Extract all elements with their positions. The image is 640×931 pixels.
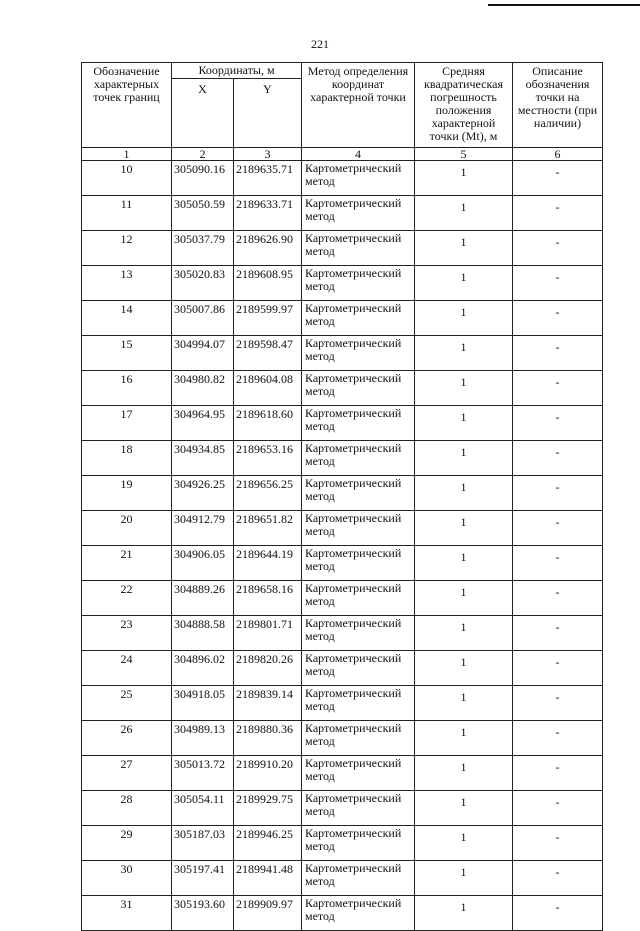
description-cell: - [513,651,603,686]
header-description: Описание обозначения точки на местности (при наличии) [513,63,603,148]
y-coordinate-cell: 2189910.20 [234,756,302,791]
method-cell: Картометрический метод [302,616,415,651]
column-number: 2 [172,148,234,161]
table-body [82,161,603,931]
column-number: 5 [415,148,513,161]
point-id-cell: 10 [82,161,172,196]
description-cell: - [513,546,603,581]
y-coordinate-cell: 2189656.25 [234,476,302,511]
error-cell: 1 [415,756,513,791]
error-cell: 1 [415,161,513,196]
x-coordinate-cell: 305007.86 [172,301,234,336]
x-coordinate-cell: 304912.79 [172,511,234,546]
description-cell: - [513,161,603,196]
error-cell: 1 [415,441,513,476]
point-id-cell: 26 [82,721,172,756]
description-cell: - [513,196,603,231]
column-number: 3 [234,148,302,161]
method-cell: Картометрический метод [302,231,415,266]
error-cell: 1 [415,651,513,686]
table-row [82,266,603,301]
error-cell: 1 [415,616,513,651]
method-cell: Картометрический метод [302,301,415,336]
error-cell: 1 [415,511,513,546]
method-cell: Картометрический метод [302,756,415,791]
method-cell: Картометрический метод [302,476,415,511]
x-coordinate-cell: 304888.58 [172,616,234,651]
table-row [82,826,603,861]
x-coordinate-cell: 305054.11 [172,791,234,826]
y-coordinate-cell: 2189839.14 [234,686,302,721]
error-cell: 1 [415,336,513,371]
x-coordinate-cell: 304964.95 [172,406,234,441]
point-id-cell: 11 [82,196,172,231]
method-cell: Картометрический метод [302,406,415,441]
description-cell: - [513,371,603,406]
error-cell: 1 [415,196,513,231]
description-cell: - [513,826,603,861]
description-cell: - [513,301,603,336]
x-coordinate-cell: 304889.26 [172,581,234,616]
table-row [82,476,603,511]
x-coordinate-cell: 305050.59 [172,196,234,231]
x-coordinate-cell: 305037.79 [172,231,234,266]
method-cell: Картометрический метод [302,441,415,476]
x-coordinate-cell: 304926.25 [172,476,234,511]
error-cell: 1 [415,721,513,756]
description-cell: - [513,756,603,791]
description-cell: - [513,861,603,896]
column-number: 6 [513,148,603,161]
method-cell: Картометрический метод [302,371,415,406]
point-id-cell: 12 [82,231,172,266]
description-cell: - [513,476,603,511]
y-coordinate-cell: 2189909.97 [234,896,302,931]
method-cell: Картометрический метод [302,581,415,616]
method-cell: Картометрический метод [302,826,415,861]
x-coordinate-cell: 305193.60 [172,896,234,931]
point-id-cell: 27 [82,756,172,791]
description-cell: - [513,721,603,756]
x-coordinate-cell: 305013.72 [172,756,234,791]
top-edge-mark [488,4,640,6]
table-row [82,616,603,651]
method-cell: Картометрический метод [302,896,415,931]
description-cell: - [513,266,603,301]
x-coordinate-cell: 305020.83 [172,266,234,301]
x-coordinate-cell: 304994.07 [172,336,234,371]
header-x: X [172,79,234,148]
table-row [82,511,603,546]
point-id-cell: 14 [82,301,172,336]
error-cell: 1 [415,686,513,721]
error-cell: 1 [415,266,513,301]
table-row [82,546,603,581]
table-row [82,231,603,266]
y-coordinate-cell: 2189598.47 [234,336,302,371]
table-row [82,721,603,756]
column-numbers-row [82,148,603,161]
y-coordinate-cell: 2189653.16 [234,441,302,476]
method-cell: Картометрический метод [302,861,415,896]
point-id-cell: 31 [82,896,172,931]
table-row [82,196,603,231]
x-coordinate-cell: 304918.05 [172,686,234,721]
point-id-cell: 13 [82,266,172,301]
description-cell: - [513,686,603,721]
method-cell: Картометрический метод [302,651,415,686]
x-coordinate-cell: 304980.82 [172,371,234,406]
method-cell: Картометрический метод [302,686,415,721]
error-cell: 1 [415,231,513,266]
point-id-cell: 30 [82,861,172,896]
method-cell: Картометрический метод [302,511,415,546]
table-row [82,581,603,616]
method-cell: Картометрический метод [302,196,415,231]
method-cell: Картометрический метод [302,791,415,826]
description-cell: - [513,511,603,546]
page-number: 221 [311,37,329,51]
y-coordinate-cell: 2189651.82 [234,511,302,546]
y-coordinate-cell: 2189929.75 [234,791,302,826]
column-number: 4 [302,148,415,161]
description-cell: - [513,231,603,266]
point-id-cell: 21 [82,546,172,581]
y-coordinate-cell: 2189658.16 [234,581,302,616]
y-coordinate-cell: 2189635.71 [234,161,302,196]
column-number: 1 [82,148,172,161]
description-cell: - [513,791,603,826]
table-row [82,161,603,196]
header-coordinates: Координаты, м [172,63,302,79]
table-row [82,441,603,476]
x-coordinate-cell: 304906.05 [172,546,234,581]
x-coordinate-cell: 305090.16 [172,161,234,196]
error-cell: 1 [415,581,513,616]
point-id-cell: 29 [82,826,172,861]
description-cell: - [513,441,603,476]
description-cell: - [513,406,603,441]
header-method: Метод определения координат характерной точки [302,63,415,148]
table-row [82,336,603,371]
description-cell: - [513,336,603,371]
table-row [82,756,603,791]
error-cell: 1 [415,301,513,336]
x-coordinate-cell: 304896.02 [172,651,234,686]
point-id-cell: 25 [82,686,172,721]
point-id-cell: 23 [82,616,172,651]
error-cell: 1 [415,791,513,826]
point-id-cell: 15 [82,336,172,371]
point-id-cell: 18 [82,441,172,476]
header-error: Средняя квадратическая погрешность положения характерной точки (Mt), м [415,63,513,148]
table-row [82,861,603,896]
method-cell: Картометрический метод [302,336,415,371]
y-coordinate-cell: 2189946.25 [234,826,302,861]
description-cell: - [513,581,603,616]
y-coordinate-cell: 2189880.36 [234,721,302,756]
point-id-cell: 19 [82,476,172,511]
error-cell: 1 [415,826,513,861]
boundary-points-table [81,62,603,931]
y-coordinate-cell: 2189604.08 [234,371,302,406]
error-cell: 1 [415,896,513,931]
header-point-designation: Обозначение характерных точек границ [82,63,172,148]
description-cell: - [513,616,603,651]
y-coordinate-cell: 2189618.60 [234,406,302,441]
y-coordinate-cell: 2189801.71 [234,616,302,651]
error-cell: 1 [415,371,513,406]
method-cell: Картометрический метод [302,266,415,301]
error-cell: 1 [415,861,513,896]
point-id-cell: 28 [82,791,172,826]
point-id-cell: 16 [82,371,172,406]
error-cell: 1 [415,406,513,441]
point-id-cell: 17 [82,406,172,441]
point-id-cell: 20 [82,511,172,546]
header-row [82,63,603,79]
table-row [82,896,603,931]
table-row [82,791,603,826]
description-cell: - [513,896,603,931]
x-coordinate-cell: 304934.85 [172,441,234,476]
error-cell: 1 [415,476,513,511]
x-coordinate-cell: 305197.41 [172,861,234,896]
table-row [82,406,603,441]
method-cell: Картометрический метод [302,546,415,581]
header-y: Y [234,79,302,148]
point-id-cell: 24 [82,651,172,686]
table-row [82,651,603,686]
point-id-cell: 22 [82,581,172,616]
table-row [82,301,603,336]
y-coordinate-cell: 2189644.19 [234,546,302,581]
method-cell: Картометрический метод [302,161,415,196]
y-coordinate-cell: 2189633.71 [234,196,302,231]
table-row [82,686,603,721]
y-coordinate-cell: 2189599.97 [234,301,302,336]
table-row [82,371,603,406]
y-coordinate-cell: 2189941.48 [234,861,302,896]
error-cell: 1 [415,546,513,581]
x-coordinate-cell: 305187.03 [172,826,234,861]
method-cell: Картометрический метод [302,721,415,756]
y-coordinate-cell: 2189626.90 [234,231,302,266]
y-coordinate-cell: 2189820.26 [234,651,302,686]
x-coordinate-cell: 304989.13 [172,721,234,756]
y-coordinate-cell: 2189608.95 [234,266,302,301]
